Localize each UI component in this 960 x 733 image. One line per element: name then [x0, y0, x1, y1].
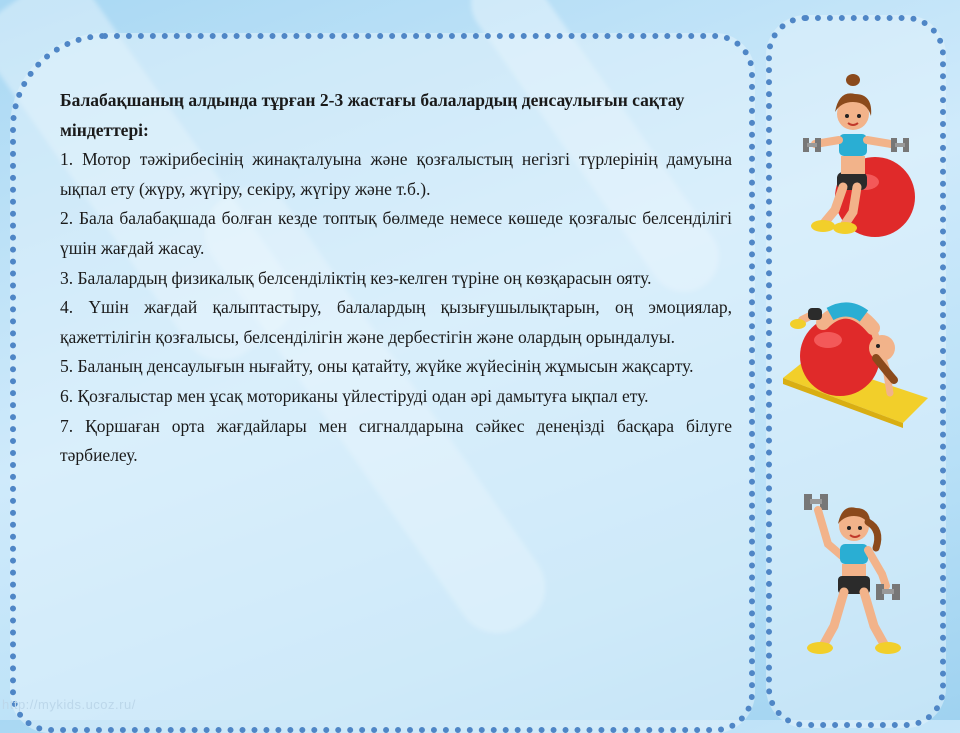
watermark: http://mykids.ucoz.ru/ — [2, 697, 136, 712]
girl-lifting-dumbbells-icon — [798, 486, 918, 666]
list-item: 5. Баланың денсаулығын нығайту, оны қатайту, жүйке жүйесінің жұмысын жақсарту. — [60, 356, 694, 377]
girl-backbend-on-ball-icon — [778, 298, 938, 438]
list-item: 4. Үшін жағдай қалыптастыру, балалардың қызығушылықтарын, оң эмоциялар, қажеттілігін қозғалысы, белсенділігін және дербестігін және олардың орындалуы. — [60, 297, 732, 347]
slide-heading: Балабақшаның алдында тұрған 2-3 жастағы балалардың денсаулығын сақтау міндеттері: — [60, 90, 685, 140]
list-item: 6. Қозғалыстар мен ұсақ моториканы үйлестіруді одан әрі дамытуға ықпал ету. — [60, 385, 649, 406]
list-item: 3. Балалардың физикалық белсенділіктің кез-келген түріне оң көзқарасын ояту. — [60, 267, 652, 288]
text-block — [60, 86, 732, 471]
list-item: 2. Бала балабақшада болған кезде топтық бөлмеде немесе көшеде қозғалыс белсенділігі үшін жағдай жасау. — [60, 208, 732, 258]
list-item: 7. Қоршаған орта жағдайлары мен сигналдарына сәйкес денеңізді басқара білуге тәрбиелеу. — [60, 415, 732, 466]
girl-on-ball-with-dumbbells-icon — [795, 72, 925, 242]
list-item: 1. Мотор тәжірибесінің жинақталуына және қозғалыстың негізгі түрлерінің дамуына ықпал ету (жүру, жүгіру, секіру, жүгіру және т.б.). — [60, 149, 732, 199]
